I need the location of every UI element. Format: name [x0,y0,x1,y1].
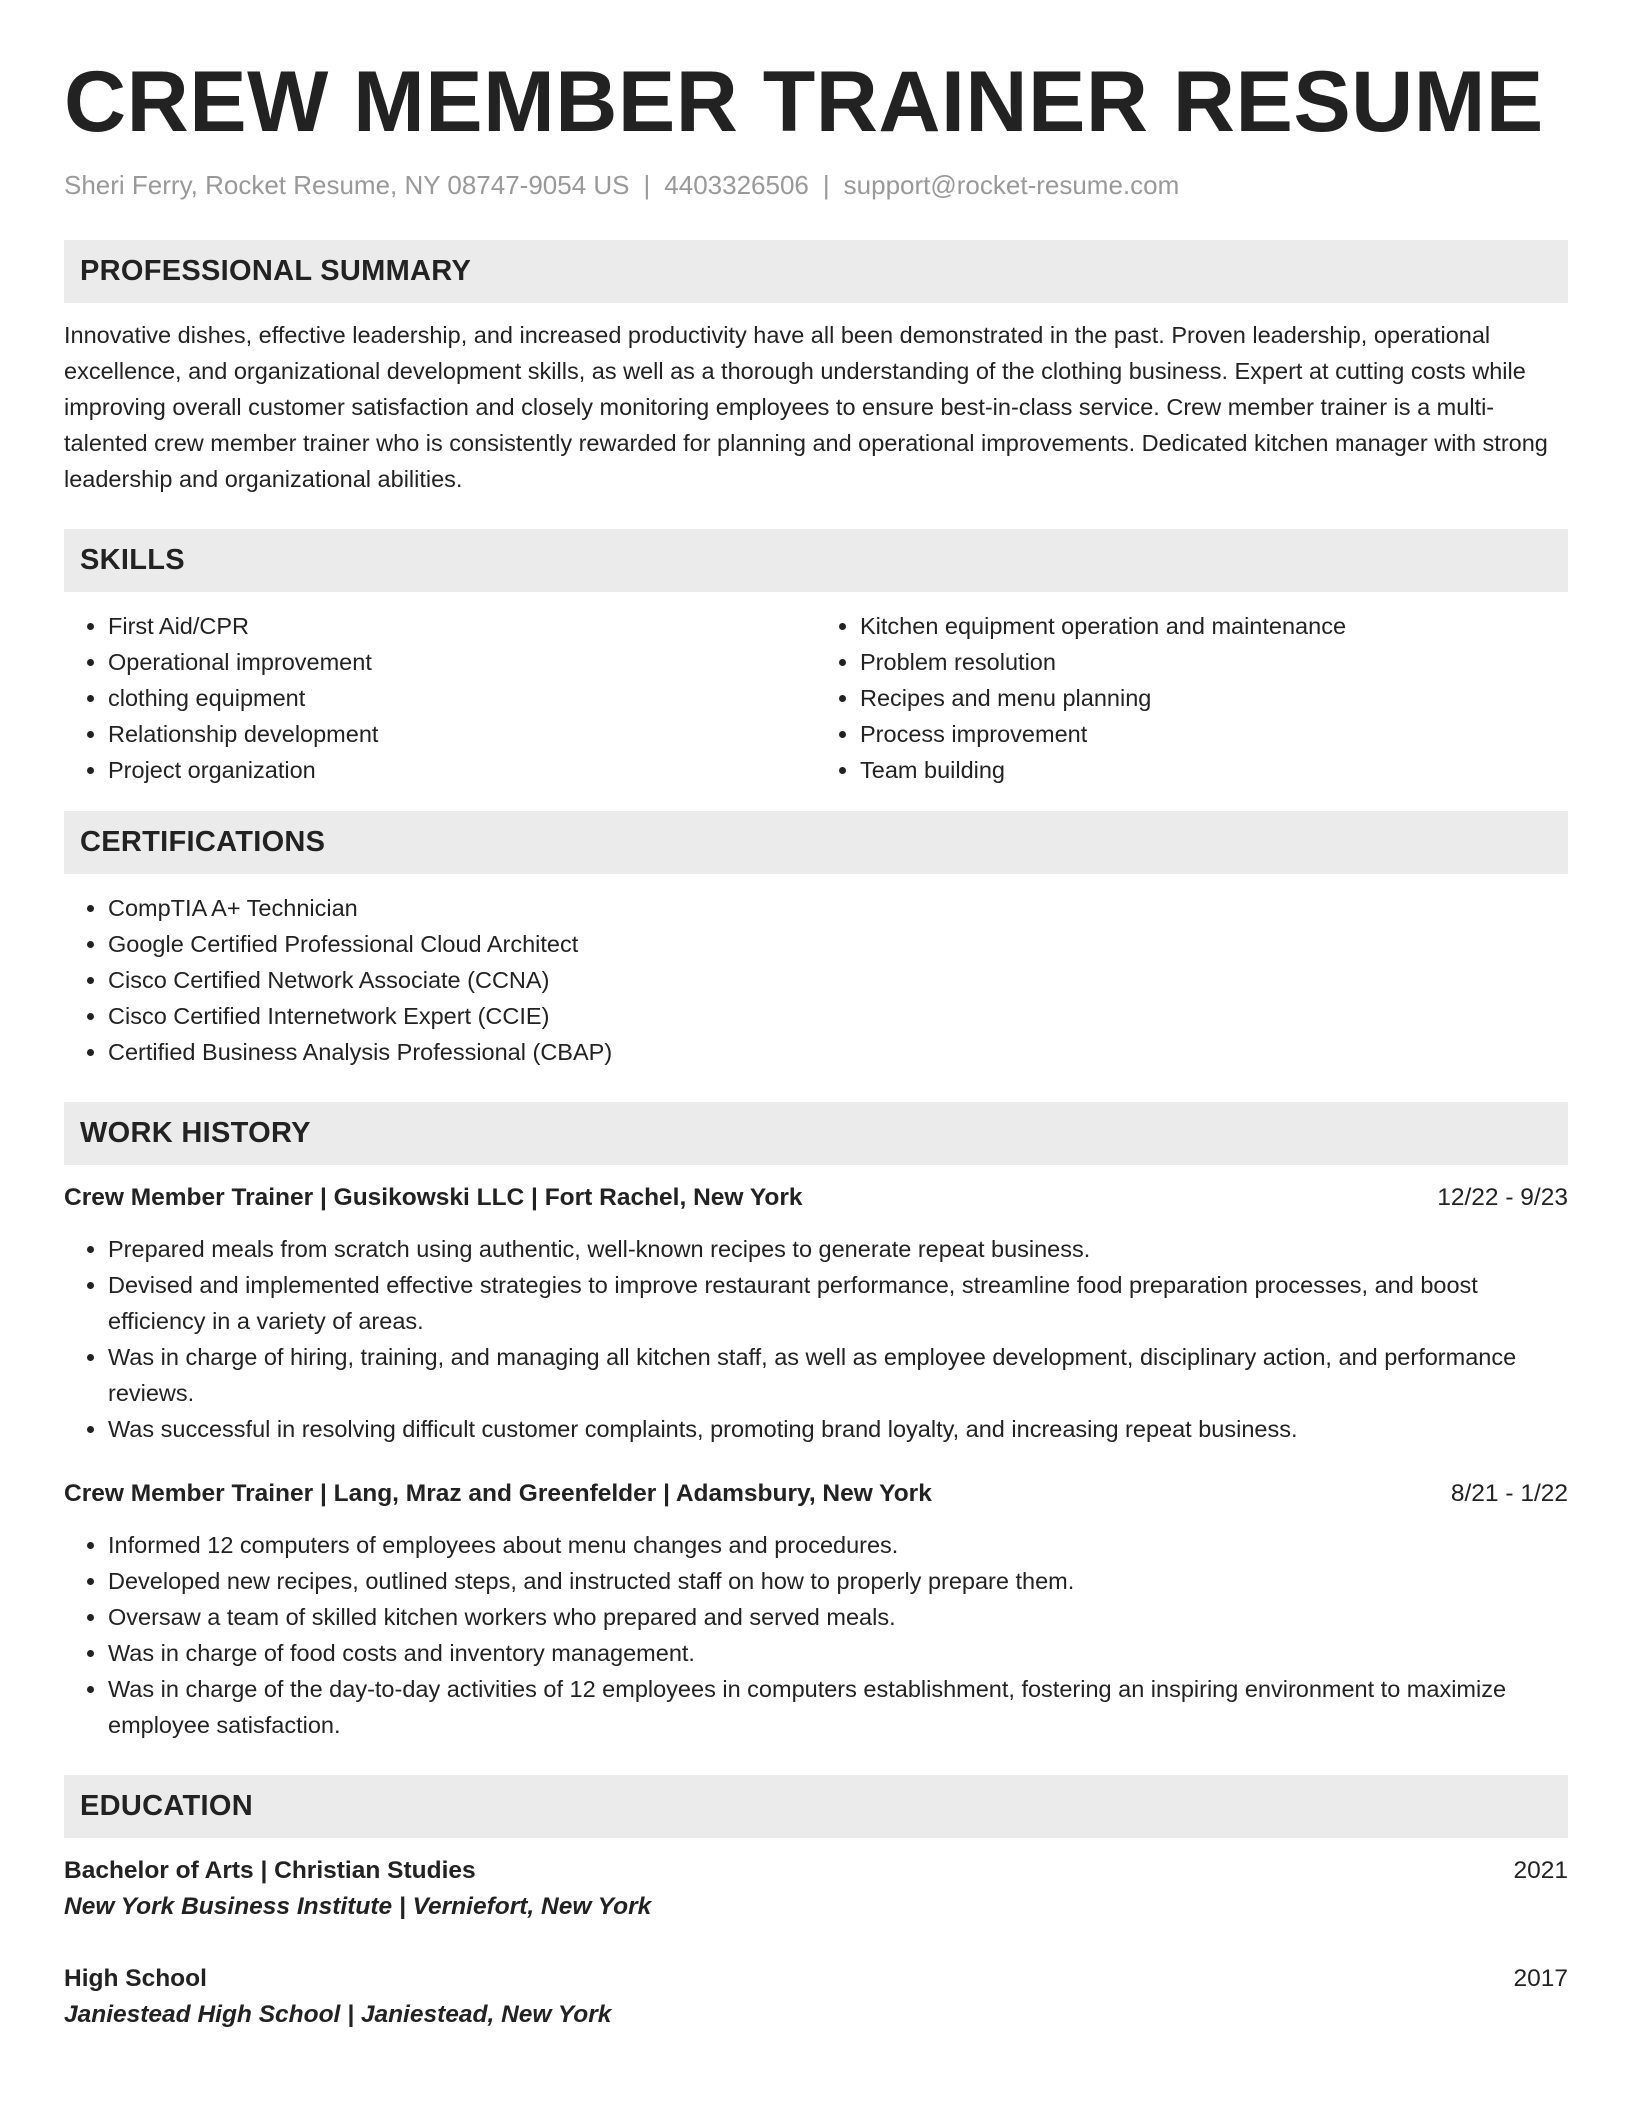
contact-line [64,168,1568,202]
skill-item: • clothing equipment [108,680,816,716]
skill-item: • Team building [860,752,1568,788]
certification-item: • Certified Business Analysis Professional (CBAP) [108,1034,1568,1070]
job-dates: 8/21 - 1/22 [1450,1480,1568,1507]
summary-heading: PROFESSIONAL SUMMARY [64,240,1568,303]
job-bullet: • Oversaw a team of skilled kitchen workers who prepared and served meals. [108,1599,1568,1635]
skill-item: • Problem resolution [860,644,1568,680]
job-title: Crew Member Trainer | Gusikowski LLC | Fort Rachel, New York [64,1184,803,1211]
job-bullet: • Was in charge of the day-to-day activities of 12 employees in computers establishment, fostering an inspiring environment to maximize employee satisfaction. [108,1671,1568,1743]
skill-item: • Process improvement [860,716,1568,752]
skills-heading: SKILLS [64,529,1568,592]
job-bullet: • Prepared meals from scratch using authentic, well-known recipes to generate repeat business. [108,1231,1568,1267]
skill-item: • Operational improvement [108,644,816,680]
certification-item: • Cisco Certified Internetwork Expert (CCIE) [108,998,1568,1034]
job-header [64,1477,1568,1511]
summary-text: Innovative dishes, effective leadership, and increased productivity have all been demonstrated in the past. Proven leadership, operational excellence, and organizational development skills, as well as a thorough understanding of the clothing business. Expert at cutting costs while improving overall customer satisfaction and closely monitoring employees to ensure best-in-class service. Crew member trainer is a multi-talented crew member trainer who is consistently rewarded for planning and operational improvements. Dedicated kitchen manager with strong leadership and organizational abilities. [64,322,1548,492]
certifications-list [64,890,1568,1070]
job-bullet: • Was in charge of hiring, training, and managing all kitchen staff, as well as employee development, disciplinary action, and performance reviews. [108,1339,1568,1411]
education-degree: High School [64,1965,207,1992]
job-bullet: • Was in charge of food costs and inventory management. [108,1635,1568,1671]
job-bullet: • Informed 12 computers of employees about menu changes and procedures. [108,1527,1568,1563]
skill-item: • Project organization [108,752,816,788]
certification-item: • CompTIA A+ Technician [108,890,1568,926]
skills-list [64,608,1568,788]
job-dates: 12/22 - 9/23 [1437,1184,1568,1211]
education-header [64,1854,1568,1888]
job-entry [64,1477,1568,1743]
certification-item: • Google Certified Professional Cloud Architect [108,926,1568,962]
contact-separator: | [822,170,830,200]
work-history-heading: WORK HISTORY [64,1102,1568,1165]
education-year: 2017 [1513,1965,1568,1992]
education-header [64,1962,1568,1996]
education-school: Janiestead High School | Janiestead, New York [64,2001,612,2028]
job-header [64,1181,1568,1215]
certification-item: • Cisco Certified Network Associate (CCNA) [108,962,1568,998]
skills-right-column [816,608,1568,788]
education-school: New York Business Institute | Verniefort, New York [64,1893,652,1920]
contact-phone: 4403326506 [664,170,809,200]
education-degree: Bachelor of Arts | Christian Studies [64,1857,476,1884]
skill-item: • Relationship development [108,716,816,752]
skills-left-column [64,608,816,788]
resume-title: CREW MEMBER TRAINER RESUME [64,54,1544,150]
job-bullets [64,1527,1568,1743]
education-year: 2021 [1513,1857,1568,1884]
job-bullet: • Was successful in resolving difficult customer complaints, promoting brand loyalty, and increasing repeat business. [108,1411,1568,1447]
skill-item: • Kitchen equipment operation and maintenance [860,608,1568,644]
certifications-heading: CERTIFICATIONS [64,811,1568,874]
education-entry [64,1962,1568,2034]
skill-item: • Recipes and menu planning [860,680,1568,716]
contact-address: Sheri Ferry, Rocket Resume, NY 08747-9054 US [64,170,630,200]
job-bullet: • Devised and implemented effective strategies to improve restaurant performance, streamline food preparation processes, and boost efficiency in a variety of areas. [108,1267,1568,1339]
contact-email: support@rocket-resume.com [843,170,1180,200]
education-entry [64,1854,1568,1926]
job-title: Crew Member Trainer | Lang, Mraz and Greenfelder | Adamsbury, New York [64,1480,932,1507]
job-bullets [64,1231,1568,1447]
job-entry [64,1181,1568,1447]
contact-separator: | [643,170,651,200]
skill-item: • First Aid/CPR [108,608,816,644]
education-heading: EDUCATION [64,1775,1568,1838]
job-bullet: • Developed new recipes, outlined steps, and instructed staff on how to properly prepare them. [108,1563,1568,1599]
